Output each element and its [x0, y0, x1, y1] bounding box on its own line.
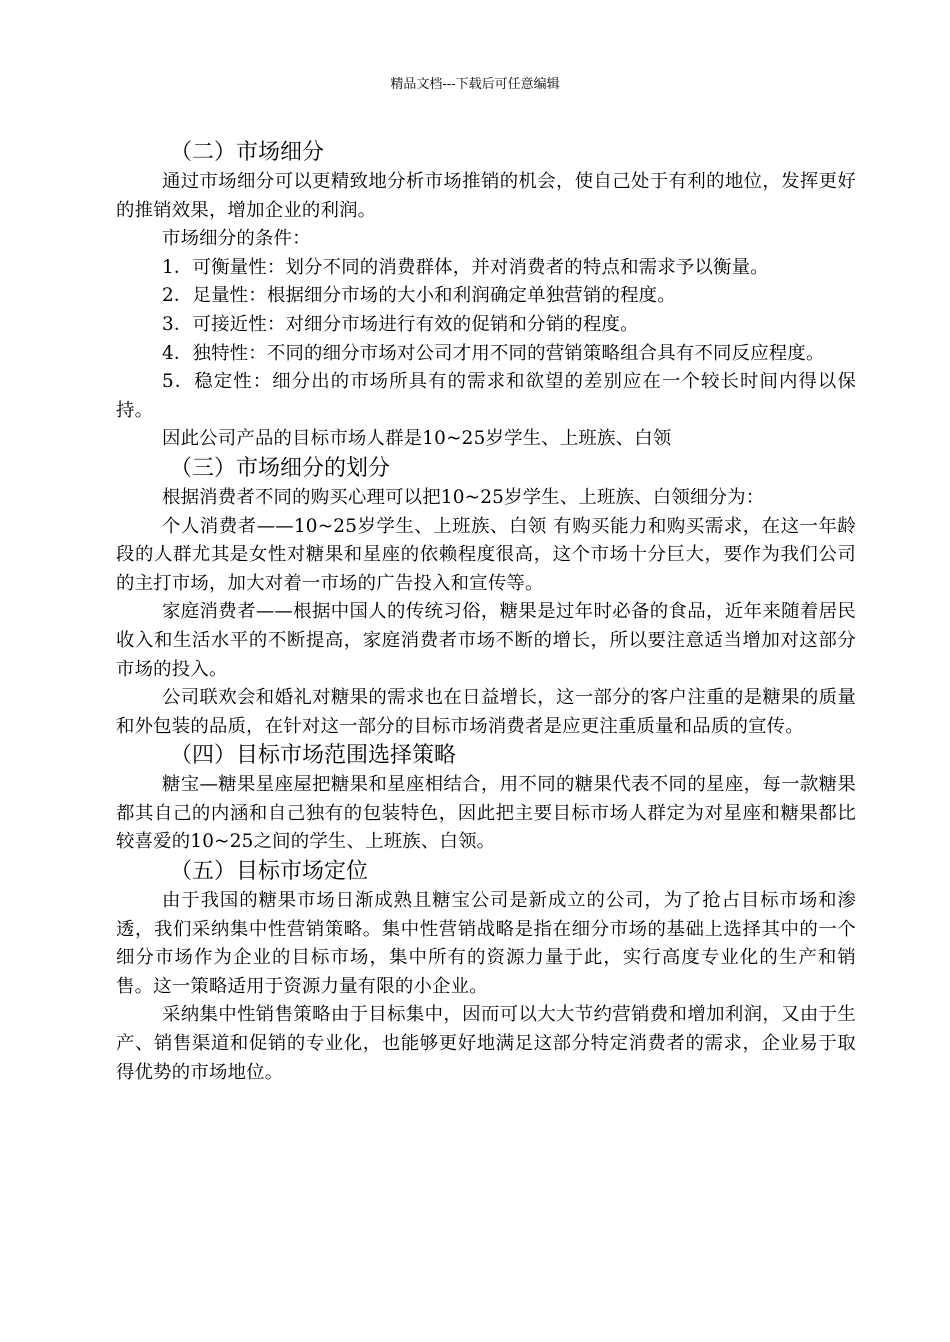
paragraph: 公司联欢会和婚礼对糖果的需求也在日益增长，这一部分的客户注重的是糖果的质量和外包装的品质，在针对这一部分的目标市场消费者是应更注重质量和品质的宣传。	[116, 687, 856, 737]
paragraph: 个人消费者——10~25岁学生、上班族、白领 有购买能力和购买需求，在这一年龄段的人群尤其是女性对糖果和星座的依赖程度很高，这个市场十分巨大，要作为我们公司的主打市场，加大对着一市场的广告投入和宣传等。	[116, 515, 856, 594]
paragraph: 通过市场细分可以更精致地分析市场推销的机会，使自己处于有利的地位，发挥更好的推销效果，增加企业的利润。	[116, 171, 856, 221]
paragraph: 家庭消费者——根据中国人的传统习俗，糖果是过年时必备的食品，近年来随着居民收入和生活水平的不断提高，家庭消费者市场不断的增长，所以要注意适当增加对这部分市场的投入。	[116, 601, 856, 680]
paragraph: 4．独特性：不同的细分市场对公司才用不同的营销策略组合具有不同反应程度。	[162, 342, 825, 364]
paragraph: 5．稳定性：细分出的市场所具有的需求和欲望的差别应在一个较长时间内得以保持。	[116, 371, 856, 421]
paragraph: 市场细分的条件：	[162, 228, 311, 250]
paragraph: 3．可接近性：对细分市场进行有效的促销和分销的程度。	[162, 313, 639, 335]
page-header: 精品文档---下载后可任意编辑	[390, 77, 560, 92]
section-heading: （二）市场细分	[170, 140, 325, 165]
paragraph: 1．可衡量性：划分不同的消费群体，并对消费者的特点和需求予以衡量。	[162, 256, 769, 278]
paragraph: 根据消费者不同的购买心理可以把10~25岁学生、上班族、白领细分为：	[162, 486, 765, 508]
paragraph: 糖宝—糖果星座屋把糖果和星座相结合，用不同的糖果代表不同的星座，每一款糖果都其自己的内涵和自己独有的包装特色，因此把主要目标市场人群定为对星座和糖果都比较喜爱的10~25之间的学生、上班族、白领。	[116, 774, 856, 853]
section-heading: （三）市场细分的划分	[170, 455, 391, 481]
section-heading: （五）目标市场定位	[170, 859, 369, 885]
paragraph: 2．足量性：根据细分市场的大小和利润确定单独营销的程度。	[162, 285, 676, 307]
section-heading: （四）目标市场范围选择策略	[170, 743, 457, 769]
paragraph: 因此公司产品的目标市场人群是10~25岁学生、上班族、白领	[162, 428, 672, 450]
document-body	[116, 138, 856, 1087]
paragraph: 采纳集中性销售策略由于目标集中，因而可以大大节约营销费和增加利润，又由于生产、销售渠道和促销的专业化，也能够更好地满足这部分特定消费者的需求，企业易于取得优势的市场地位。	[116, 1004, 856, 1083]
paragraph: 由于我国的糖果市场日渐成熟且糖宝公司是新成立的公司，为了抢占目标市场和渗透，我们采纳集中性营销策略。集中性营销战略是指在细分市场的基础上选择其中的一个细分市场作为企业的目标市场，集中所有的资源力量于此，实行高度专业化的生产和销售。这一策略适用于资源力量有限的小企业。	[116, 890, 856, 997]
